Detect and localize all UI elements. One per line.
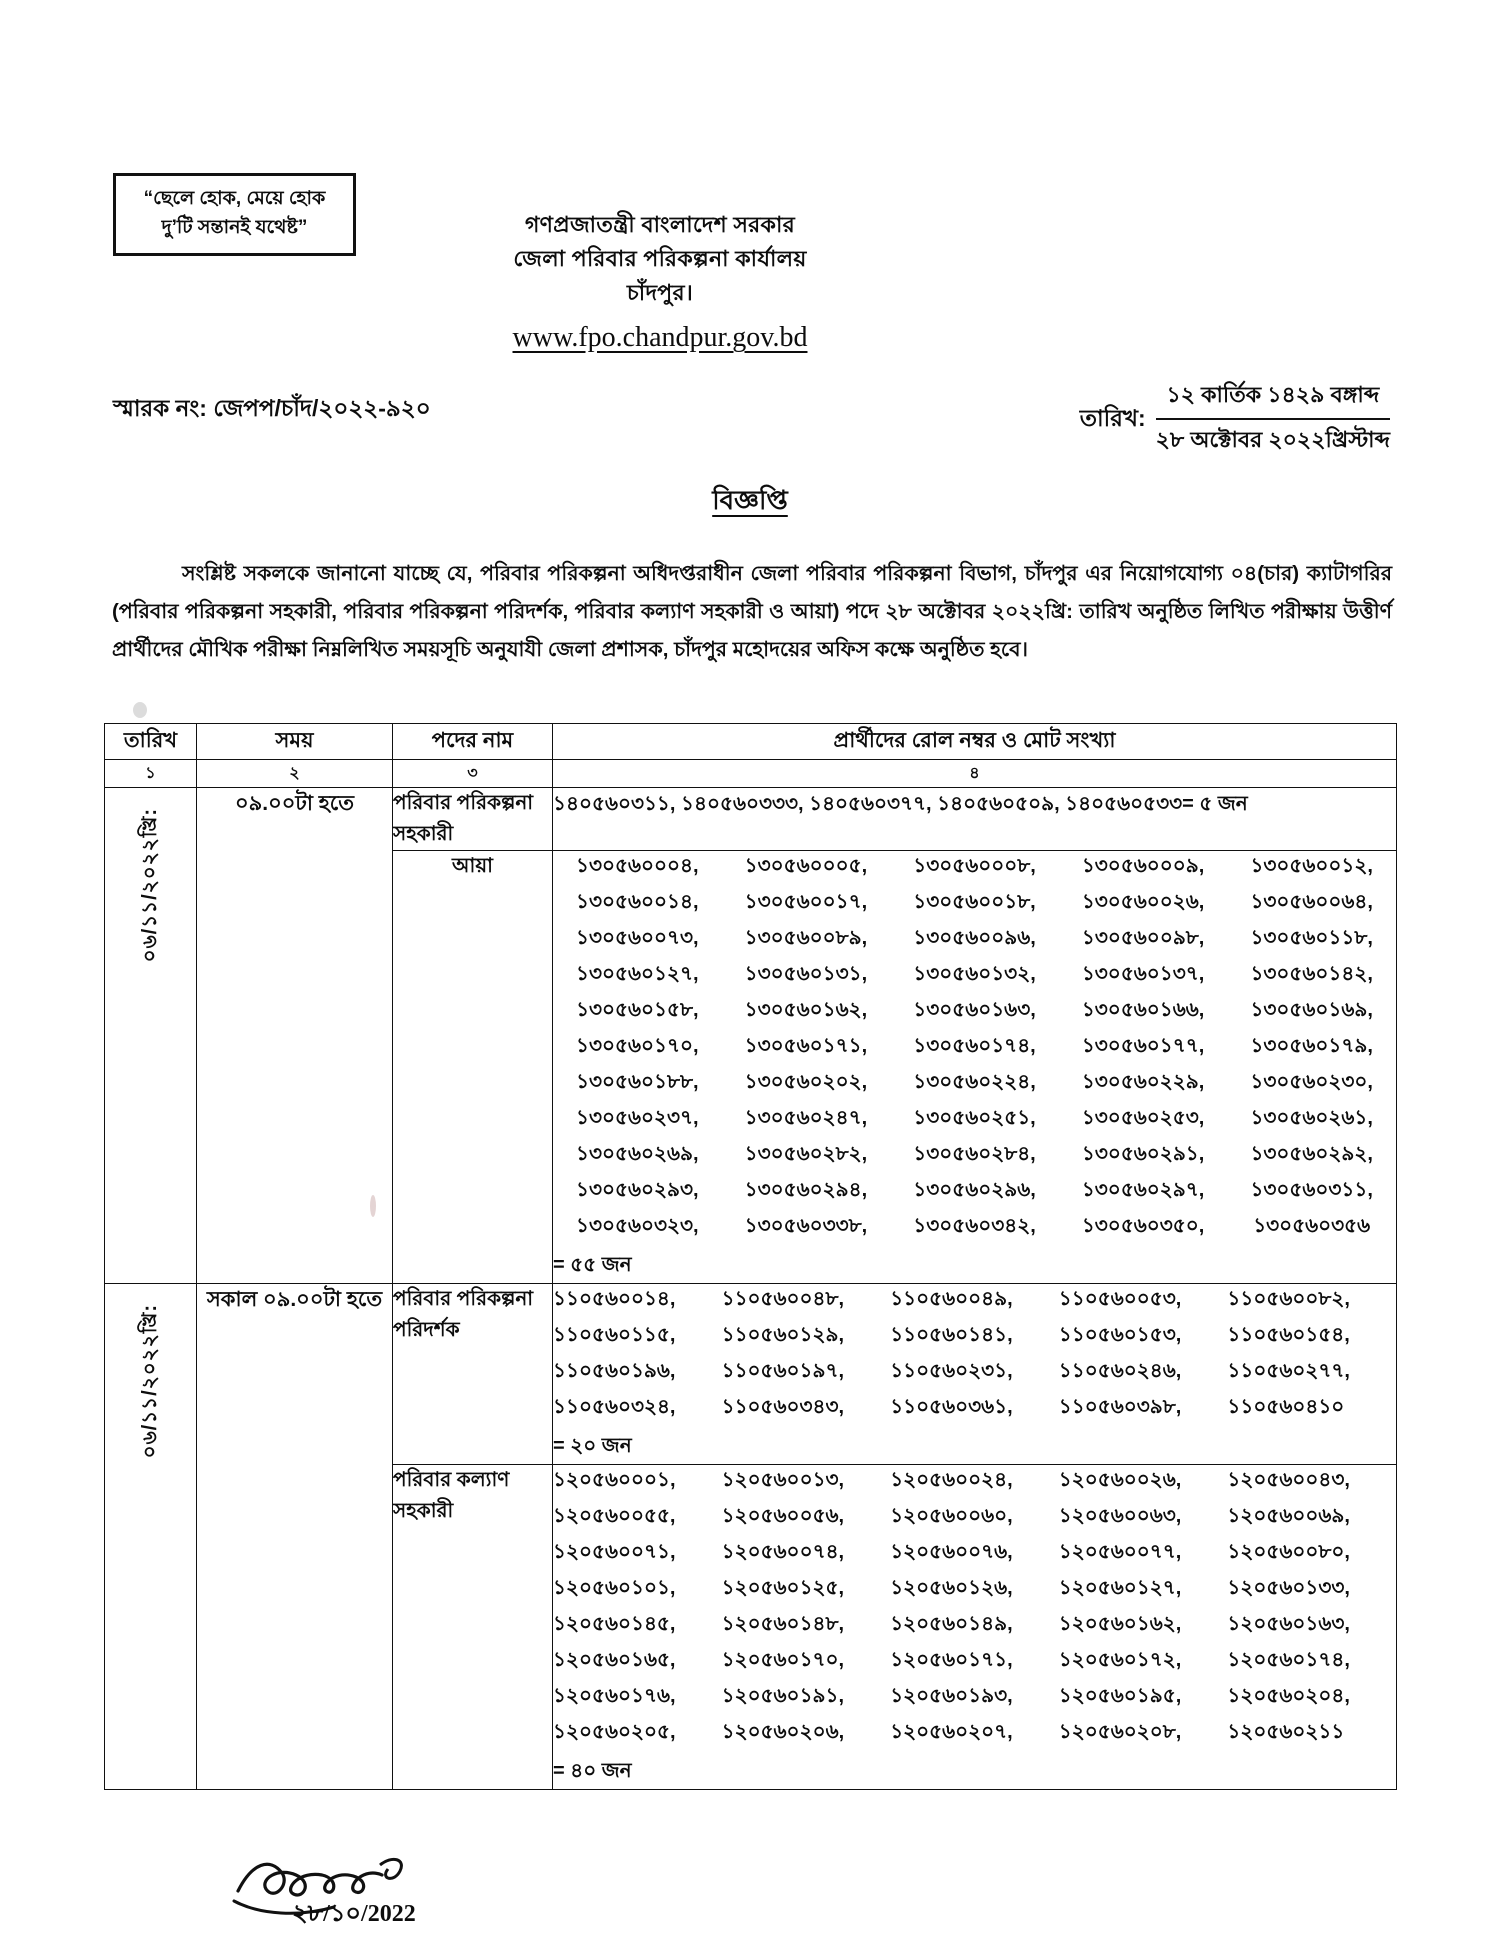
roll-number: ১২০৫৬০১৭২,: [1058, 1649, 1182, 1671]
roll-total-count: = ২০ জন: [553, 1435, 632, 1457]
roll-number: ১২০৫৬০২০৪,: [1227, 1685, 1350, 1707]
roll-number: ১৩০৫৬০১৫৮,: [576, 999, 699, 1021]
cell-exam-date: [105, 788, 197, 1284]
roll-number: ১১০৫৬০০১৪,: [553, 1288, 676, 1310]
roll-number: ১২০৫৬০০৬৩,: [1058, 1505, 1182, 1527]
cell-exam-time: ০৯.০০টা হতে: [197, 788, 393, 1284]
roll-number: ১৩০৫৬০৩৫৬: [1253, 1215, 1371, 1237]
col-header-post: পদের নাম: [393, 724, 553, 760]
memo-number: স্মারক নং: জেপপ/চাঁদ/২০২২-৯২০: [113, 395, 431, 421]
date-label: তারিখ:: [1079, 404, 1146, 431]
roll-number: ১২০৫৬০০৭৭,: [1058, 1541, 1182, 1563]
col-number-2: ২: [197, 760, 393, 788]
roll-number: ১৩০৫৬০২২৯,: [1081, 1071, 1205, 1093]
roll-number: ১৩০৫৬০০১২,: [1250, 855, 1373, 877]
roll-number: ১২০৫৬০০৭৬,: [890, 1541, 1013, 1563]
roll-number: ১২০৫৬০০২৬,: [1058, 1469, 1182, 1491]
roll-number: ১৩০৫৬০২৪৭,: [744, 1107, 868, 1129]
roll-number: ১৩০৫৬০২৯৬,: [913, 1179, 1036, 1201]
roll-number: ১৩০৫৬০০১৪,: [576, 891, 699, 913]
roll-number: ১১০৫৬০০৪৮,: [721, 1288, 845, 1310]
roll-number: ১৩০৫৬০২৩৭,: [576, 1107, 699, 1129]
col-header-date: তারিখ: [105, 724, 197, 760]
schedule-table: [104, 723, 1397, 1790]
roll-number: ১৩০৫৬০২৫৩,: [1081, 1107, 1205, 1129]
roll-number: ১১০৫৬০১৫৪,: [1227, 1324, 1350, 1346]
roll-number: ১২০৫৬০১৭৪,: [1227, 1649, 1350, 1671]
roll-number: ১২০৫৬০১৬৫,: [553, 1649, 676, 1671]
roll-number: ১৩০৫৬০১৬২,: [744, 999, 868, 1021]
roll-number: ১২০৫৬০২০৫,: [553, 1721, 676, 1743]
roll-number: ১১০৫৬০২৭৭,: [1227, 1360, 1350, 1382]
roll-number: ১৩০৫৬০১২৭,: [576, 963, 699, 985]
roll-number: ১১০৫৬০৩৪৩,: [721, 1396, 845, 1418]
roll-number: ১৩০৫৬০১১৮,: [1250, 927, 1373, 949]
roll-number: ১৩০৫৬০০২৬,: [1081, 891, 1205, 913]
roll-number: ১২০৫৬০০২৪,: [890, 1469, 1013, 1491]
table-row: [105, 788, 1397, 851]
roll-number: ১৩০৫৬০০৯৮,: [1081, 927, 1205, 949]
roll-number: ১২০৫৬০২০৭,: [890, 1721, 1013, 1743]
cell-post-name: পরিবার কল্যাণ সহকারী: [393, 1465, 553, 1790]
roll-number: ১২০৫৬০১৭৬,: [553, 1685, 676, 1707]
scan-smudge: [133, 702, 147, 718]
roll-number: ১৩০৫৬০৩২৩,: [576, 1215, 699, 1237]
roll-number: ১৩০৫৬০৩৩৮,: [744, 1215, 868, 1237]
roll-number: ১৩০৫৬০২৩০,: [1250, 1071, 1373, 1093]
roll-number: ১২০৫৬০১৯৫,: [1058, 1685, 1182, 1707]
roll-number: ১১০৫৬০৩৬১,: [890, 1396, 1013, 1418]
roll-number: ১২০৫৬০১২৭,: [1058, 1577, 1182, 1599]
roll-number: ১২০৫৬০১৯১,: [721, 1685, 845, 1707]
notice-body: সংশ্লিষ্ট সকলকে জানানো যাচ্ছে যে, পরিবার পরিকল্পনা অধিদপ্তরাধীন জেলা পরিবার পরিকল্পনা বিভাগ, চাঁদপুর এর নিয়োগযোগ্য ০৪(চার) ক্যাটাগরির (পরিবার পরিকল্পনা সহকারী, পরিবার পরিকল্পনা পরিদর্শক, পরিবার কল্যাণ সহকারী ও আয়া) পদে ২৮ অক্টোবর ২০২২খ্রি: তারিখ অনুষ্ঠিত লিখিত পরীক্ষায় উত্তীর্ণ প্রার্থীদের মৌখিক পরীক্ষা নিম্নলিখিত সময়সূচি অনুযাযী জেলা প্রশাসক, চাঁদপুর মহোদয়ের অফিস কক্ষে অনুষ্ঠিত হবে।: [112, 562, 1392, 661]
office-website-link[interactable]: www.fpo.chandpur.gov.bd: [512, 322, 808, 354]
cell-roll-numbers: [553, 851, 1397, 1284]
date-block: [1080, 378, 1390, 460]
slogan-line-1: “ছেলে হোক, মেয়ে হোক: [143, 188, 326, 209]
roll-number: ১৩০৫৬০১৬৩,: [913, 999, 1036, 1021]
masthead: [400, 208, 920, 360]
cell-exam-date: [105, 1284, 197, 1790]
cell-post-name: পরিবার পরিকল্পনা সহকারী: [393, 788, 553, 851]
roll-number-grid: [553, 1465, 1396, 1747]
roll-number: ১১০৫৬০১৯৬,: [553, 1360, 676, 1382]
roll-number: ১২০৫৬০০১৩,: [721, 1469, 845, 1491]
roll-number: ১২০৫৬০০৫৫,: [553, 1505, 676, 1527]
roll-number: ১১০৫৬০০৪৯,: [890, 1288, 1013, 1310]
roll-number: ১১০৫৬০০৫৩,: [1058, 1288, 1182, 1310]
roll-number: ১৩০৫৬০১৩২,: [913, 963, 1036, 985]
table-header-row: [105, 724, 1397, 760]
slogan-line-2: দু’টি সন্তানই যথেষ্ট”: [161, 216, 308, 238]
roll-number: ১২০৫৬০১৪৯,: [890, 1613, 1013, 1635]
roll-number: ১৩০৫৬০৩৪২,: [913, 1215, 1036, 1237]
roll-number: ১৩০৫৬০১৭০,: [576, 1035, 699, 1057]
col-number-1: ১: [105, 760, 197, 788]
col-header-time: সময়: [197, 724, 393, 760]
roll-number: ১৩০৫৬০০১৮,: [913, 891, 1036, 913]
roll-number: ১৩০৫৬০০৬৪,: [1250, 891, 1373, 913]
roll-number: ১২০৫৬০১০১,: [553, 1577, 676, 1599]
exam-date-text: ০৬/১১/২০২২খ্রি:: [139, 808, 161, 963]
table-header-number-row: [105, 760, 1397, 788]
roll-number: ১৩০৫৬০২৮২,: [744, 1143, 868, 1165]
roll-number: ১২০৫৬০১২৬,: [890, 1577, 1013, 1599]
roll-number: ১২০৫৬০১৩৩,: [1227, 1577, 1350, 1599]
roll-number: ১১০৫৬০২৪৬,: [1058, 1360, 1182, 1382]
roll-number: ১২০৫৬০১৯৩,: [890, 1685, 1013, 1707]
roll-number: ১৩০৫৬০০০৫,: [744, 855, 868, 877]
roll-number: ১৩০৫৬০১৪২,: [1250, 963, 1373, 985]
roll-number: ১৩০৫৬০২২৪,: [913, 1071, 1036, 1093]
roll-number: ১২০৫৬০০৮০,: [1227, 1541, 1350, 1563]
roll-number: ১৩০৫৬০২৬৯,: [576, 1143, 699, 1165]
roll-number: ১৩০৫৬০২৯৪,: [744, 1179, 868, 1201]
slogan-box: [113, 173, 356, 256]
roll-number: ১২০৫৬০০৬০,: [890, 1505, 1013, 1527]
roll-number-inline: ১৪০৫৬০৩১১, ১৪০৫৬০৩৩৩, ১৪০৫৬০৩৭৭, ১৪০৫৬০৫০৯, ১৪০৫৬০৫৩৩= ৫ জন: [553, 793, 1248, 815]
roll-number: ১৩০৫৬০১৭১,: [744, 1035, 868, 1057]
roll-number-grid: [553, 851, 1396, 1241]
roll-number: ১১০৫৬০১২৯,: [721, 1324, 845, 1346]
cell-post-name: পরিবার পরিকল্পনা পরিদর্শক: [393, 1284, 553, 1465]
roll-number-grid: [553, 1284, 1396, 1422]
roll-number: ১১০৫৬০১১৫,: [553, 1324, 676, 1346]
roll-number: ১৩০৫৬০২৯৭,: [1081, 1179, 1205, 1201]
roll-number: ১৩০৫৬০২৫১,: [913, 1107, 1036, 1129]
col-number-4: ৪: [553, 760, 1397, 788]
date-values: [1156, 378, 1390, 460]
roll-number: ১২০৫৬০০৭৪,: [721, 1541, 845, 1563]
roll-number: ১২০৫৬০২১১: [1227, 1721, 1345, 1743]
col-number-3: ৩: [393, 760, 553, 788]
roll-number: ১২০৫৬০১৭১,: [890, 1649, 1013, 1671]
roll-number: ১৩০৫৬০০০৮,: [913, 855, 1036, 877]
roll-number: ১১০৫৬০২৩১,: [890, 1360, 1013, 1382]
roll-number: ১৩০৫৬০০৯৬,: [913, 927, 1036, 949]
roll-number: ১৩০৫৬০২৮৪,: [913, 1143, 1036, 1165]
cell-roll-numbers: [553, 1465, 1397, 1790]
roll-number: ১১০৫৬০৩২৪,: [553, 1396, 676, 1418]
roll-number: ১৩০৫৬০০০৪,: [576, 855, 699, 877]
roll-number: ১৩০৫৬০২০২,: [744, 1071, 868, 1093]
roll-total-count: = ৪০ জন: [553, 1760, 632, 1782]
roll-number: ১৩০৫৬০১৭৭,: [1081, 1035, 1205, 1057]
roll-number: ১৩০৫৬০০০৯,: [1081, 855, 1205, 877]
roll-number: ১২০৫৬০০৬৯,: [1227, 1505, 1350, 1527]
roll-number: ১২০৫৬০১৭০,: [721, 1649, 845, 1671]
roll-number: ১৩০৫৬০০৮৯,: [744, 927, 868, 949]
roll-number: ১১০৫৬০১৯৭,: [721, 1360, 845, 1382]
table-row: [105, 1284, 1397, 1465]
roll-number: ১৩০৫৬০৩১১,: [1250, 1179, 1373, 1201]
roll-number: ১৩০৫৬০০১৭,: [744, 891, 868, 913]
roll-number: ১২০৫৬০০৭১,: [553, 1541, 676, 1563]
cell-roll-numbers: [553, 1284, 1397, 1465]
schedule-table-body: [105, 788, 1397, 1790]
roll-number: ১৩০৫৬০১৭৪,: [913, 1035, 1036, 1057]
roll-number: ১১০৫৬০০৮২,: [1227, 1288, 1350, 1310]
roll-number: ১৩০৫৬০১৬৬,: [1081, 999, 1205, 1021]
roll-number: ১৩০৫৬০৩৫০,: [1081, 1215, 1205, 1237]
roll-number: ১১০৫৬০৩৯৮,: [1058, 1396, 1182, 1418]
signature-date: ২৮/১০/2022: [292, 1901, 416, 1927]
masthead-line-3: চাঁদপুর।: [626, 280, 694, 306]
roll-number: ১২০৫৬০০০১,: [553, 1469, 676, 1491]
roll-number: ১৩০৫৬০২৯৩,: [576, 1179, 699, 1201]
roll-number: ১১০৫৬০১৫৩,: [1058, 1324, 1182, 1346]
roll-number: ১৩০৫৬০০৭৩,: [576, 927, 699, 949]
roll-number: ১২০৫৬০২০৬,: [721, 1721, 845, 1743]
roll-number: ১৩০৫৬০১৬৯,: [1250, 999, 1373, 1021]
roll-number: ১১০৫৬০১৪১,: [890, 1324, 1013, 1346]
roll-number: ১৩০৫৬০২৬১,: [1250, 1107, 1373, 1129]
roll-number: ১৩০৫৬০১৩১,: [744, 963, 868, 985]
cell-post-name: আয়া: [393, 851, 553, 1284]
bangla-date: ১২ কার্তিক ১৪২৯ বঙ্গাব্দ: [1156, 378, 1390, 420]
notice-title: বিজ্ঞপ্তি: [712, 485, 788, 515]
col-header-rolls: প্রার্থীদের রোল নম্বর ও মোট সংখ্যা: [553, 724, 1397, 760]
roll-number: ১৩০৫৬০১৭৯,: [1250, 1035, 1373, 1057]
roll-number: ১৩০৫৬০২৯২,: [1250, 1143, 1373, 1165]
roll-number: ১২০৫৬০১২৫,: [721, 1577, 845, 1599]
gregorian-date: ২৮ অক্টোবর ২০২২খ্রিস্টাব্দ: [1155, 427, 1390, 452]
roll-number: ১২০৫৬০২০৮,: [1058, 1721, 1182, 1743]
cell-roll-numbers: [553, 788, 1397, 851]
roll-number: ১২০৫৬০০৫৬,: [721, 1505, 845, 1527]
masthead-line-2: জেলা পরিবার পরিকল্পনা কার্যালয়: [513, 246, 807, 272]
cell-exam-time: সকাল ০৯.০০টা হতে: [197, 1284, 393, 1790]
roll-number: ১১০৫৬০৪১০: [1227, 1396, 1345, 1418]
roll-number: ১২০৫৬০০৪৩,: [1227, 1469, 1350, 1491]
masthead-line-1: গণপ্রজাতন্ত্রী বাংলাদেশ সরকার: [524, 212, 796, 237]
exam-date-text: ০৬/১১/২০২২খ্রি:: [139, 1304, 161, 1459]
roll-number: ১৩০৫৬০১৩৭,: [1081, 963, 1205, 985]
roll-total-count: = ৫৫ জন: [553, 1254, 632, 1276]
roll-number: ১২০৫৬০১৬২,: [1058, 1613, 1182, 1635]
roll-number: ১৩০৫৬০১৮৮,: [576, 1071, 699, 1093]
roll-number: ১৩০৫৬০২৯১,: [1081, 1143, 1205, 1165]
roll-number: ১২০৫৬০১৬৩,: [1227, 1613, 1350, 1635]
roll-number: ১২০৫৬০১৪৮,: [721, 1613, 845, 1635]
roll-number: ১২০৫৬০১৪৫,: [553, 1613, 676, 1635]
